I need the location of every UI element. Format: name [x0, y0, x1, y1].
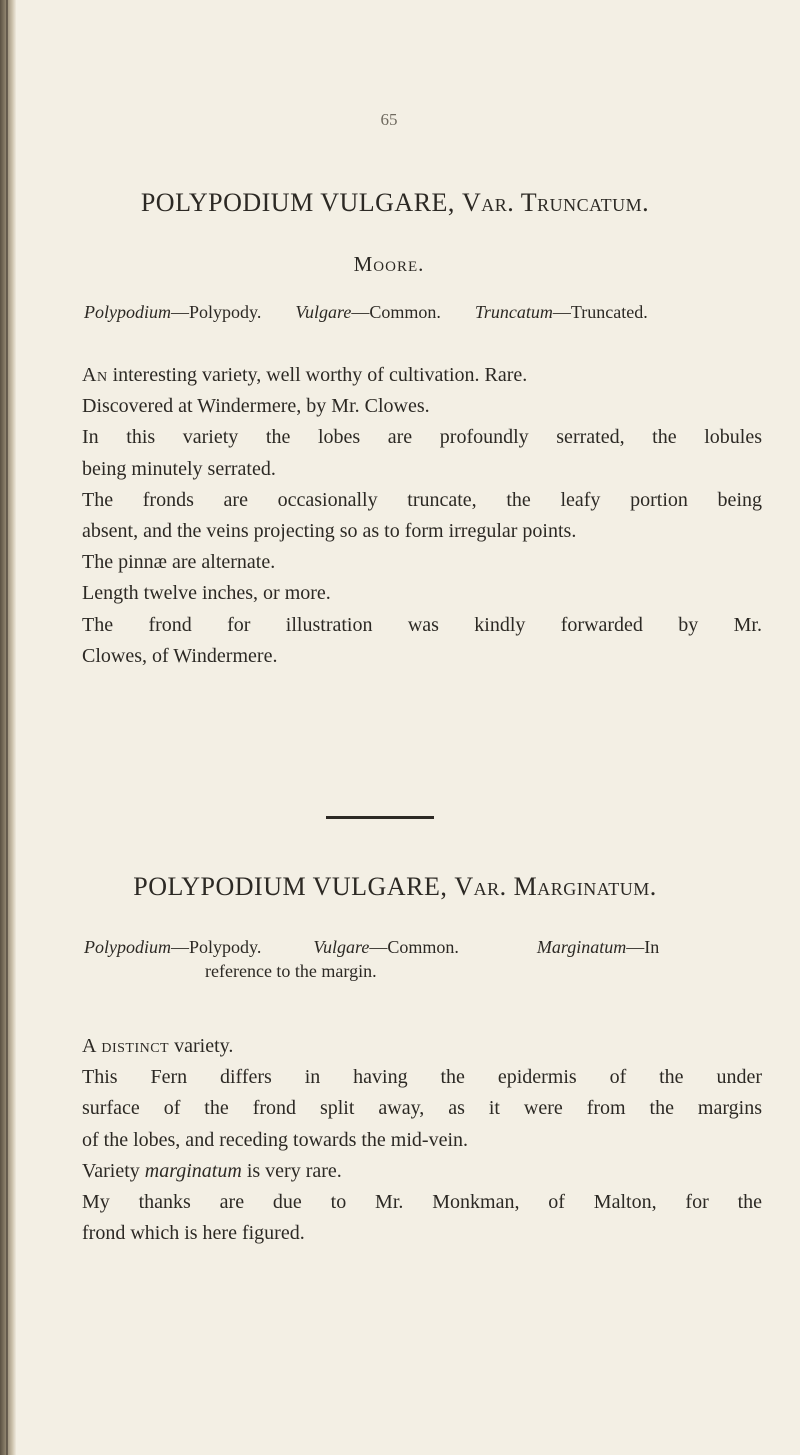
lead-word: An	[82, 364, 108, 386]
etymology-meaning: —Common.	[351, 302, 441, 322]
page-binding-edge	[6, 0, 8, 1455]
etymology-meaning: —Polypody.	[171, 302, 262, 322]
description-truncatum	[82, 360, 762, 672]
text-line: The pinnæ are alternate.	[82, 551, 276, 574]
title-main: POLYPODIUM VULGARE,	[133, 872, 448, 901]
text-line: of the lobes, and receding towards the mid-vein.	[82, 1128, 468, 1151]
etymology-meaning: —Common.	[369, 937, 459, 957]
text-line: being minutely serrated.	[82, 457, 276, 480]
text-line: surface of the frond split away, as it were from the margins	[82, 1097, 762, 1120]
author-name: Moore.	[353, 252, 425, 276]
page-number: 65	[380, 110, 398, 129]
text-line: My thanks are due to Mr. Monkman, of Malton, for the	[82, 1191, 762, 1214]
etymology-term: Polypodium	[84, 937, 171, 957]
variety-term: marginatum	[144, 1159, 242, 1182]
text-line: Discovered at Windermere, by Mr. Clowes.	[82, 395, 430, 418]
etymology-line	[84, 302, 764, 323]
etymology-meaning: —In	[626, 937, 660, 957]
section-title-truncatum	[0, 188, 790, 218]
text-line: Variety marginatum is very rare.	[82, 1159, 342, 1182]
etymology-term: Vulgare	[295, 302, 352, 322]
text-line: An interesting variety, well worthy of cultivation. Rare.	[82, 364, 528, 386]
title-variety: Var. Truncatum.	[461, 188, 650, 217]
etymology-term: Vulgare	[313, 937, 370, 957]
section-title-marginatum	[0, 872, 790, 902]
text-line: The fronds are occasionally truncate, the leafy portion being	[82, 488, 762, 511]
text-line: In this variety the lobes are profoundly serrated, the lobules	[82, 426, 762, 449]
text-line: This Fern differs in having the epidermis of the under	[82, 1066, 762, 1089]
text-line: A distinct variety.	[82, 1035, 234, 1057]
etymology-term: Polypodium	[84, 302, 171, 322]
page-gutter-shadow	[0, 0, 16, 1455]
etymology-term: Truncatum	[474, 302, 553, 322]
etymology-continuation: reference to the margin.	[205, 961, 377, 981]
section-divider	[326, 816, 434, 819]
text-line: absent, and the veins projecting so as to form irregular points.	[82, 520, 577, 543]
description-marginatum	[82, 1031, 762, 1249]
text-line: frond which is here figured.	[82, 1222, 305, 1245]
lead-words: A distinct	[82, 1035, 170, 1057]
etymology-line	[84, 937, 764, 958]
title-main: POLYPODIUM VULGARE,	[140, 188, 455, 217]
title-variety: Var. Marginatum.	[454, 872, 657, 901]
etymology-meaning: —Truncated.	[552, 302, 648, 322]
etymology-meaning: —Polypody.	[171, 937, 262, 957]
text-line: Length twelve inches, or more.	[82, 582, 331, 605]
text-line: The frond for illustration was kindly forwarded by Mr.	[82, 613, 762, 636]
etymology-term: Marginatum	[536, 937, 627, 957]
text-line: Clowes, of Windermere.	[82, 644, 278, 667]
